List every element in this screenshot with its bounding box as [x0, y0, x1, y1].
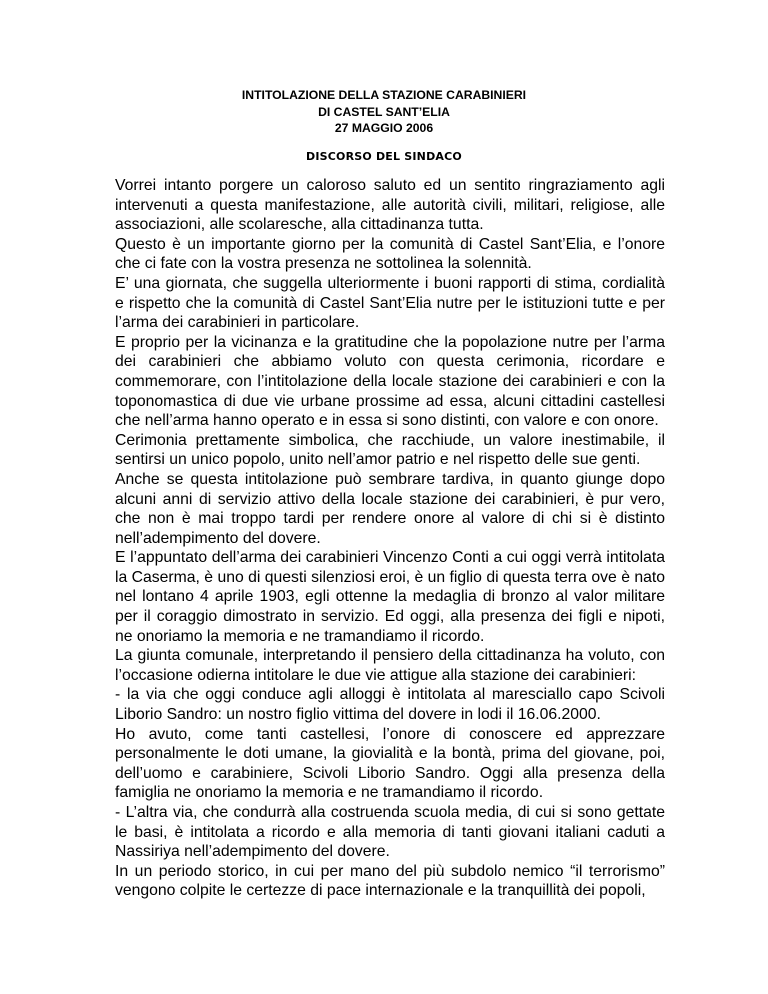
document-body	[115, 176, 665, 901]
paragraph: In un periodo storico, in cui per mano del più subdolo nemico “il terrorismo” vengono colpite le certezze di pace internazionale e la tranquillità dei popoli,	[115, 862, 665, 900]
header-title: INTITOLAZIONE DELLA STAZIONE CARABINIERI	[241, 88, 527, 102]
paragraph: E proprio per la vicinanza e la gratitudine che la popolazione nutre per l’arma dei carabinieri che abbiamo voluto con questa cerimonia, ricordare e commemorare, con l’intitolazione della locale stazione dei carabinieri e con la toponomastica di due vie urbane prossime ad essa, alcuni cittadini castellesi che nell’arma hanno operato e in essa si sono distinti, con valore e con onore.	[115, 333, 665, 430]
paragraph: Questo è un importante giorno per la comunità di Castel Sant’Elia, e l’onore che ci fate con la vostra presenza ne sottolinea la solennità.	[115, 235, 665, 273]
paragraph: - L’altra via, che condurrà alla costruenda scuola media, di cui si sono gettate le basi, è intitolata a ricordo e alla memoria di tanti giovani italiani caduti a Nassiriya nell’adempimento del dovere.	[115, 804, 665, 861]
paragraph: Ho avuto, come tanti castellesi, l’onore di conoscere ed apprezzare personalmente le doti umane, la giovialità e la bontà, prima del giovane, poi, dell’uomo e carabiniere, Scivoli Liborio Sandro. Oggi alla presenza della famiglia ne onoriamo la memoria e ne tramandiamo il ricordo.	[115, 725, 665, 802]
header-date: 27 MAGGIO 2006	[334, 121, 434, 135]
header-location: DI CASTEL SANT’ELIA	[318, 104, 450, 119]
document-header	[0, 87, 768, 137]
document-subtitle: DISCORSO DEL SINDACO	[306, 150, 462, 163]
paragraph: E l’appuntato dell’arma dei carabinieri Vincenzo Conti a cui oggi verrà intitolata la Caserma, è uno di questi silenziosi eroi, è un figlio di questa terra ove è nato nel lontano 4 aprile 1903, egli ottenne la medaglia di bronzo al valor militare per il coraggio dimostrato in servizio. Ed oggi, alla presenza dei figli e nipoti, ne onoriamo la memoria e ne tramandiamo il ricordo.	[115, 549, 665, 645]
paragraph: E’ una giornata, che suggella ulteriormente i buoni rapporti di stima, cordialità e rispetto che la comunità di Castel Sant’Elia nutre per le istituzioni tutte e per l’arma dei carabinieri in particolare.	[115, 274, 665, 332]
paragraph: - la via che oggi conduce agli alloggi è intitolata al maresciallo capo Scivoli Liborio Sandro: un nostro figlio vittima del dovere in lodi il 16.06.2000.	[115, 686, 665, 724]
paragraph: Cerimonia prettamente simbolica, che racchiude, un valore inestimabile, il sentirsi un unico popolo, unito nell’amor patrio e nel rispetto delle sue genti.	[115, 431, 665, 469]
paragraph: La giunta comunale, interpretando il pensiero della cittadinanza ha voluto, con l’occasione odierna intitolare le due vie attigue alla stazione dei carabinieri:	[115, 647, 665, 684]
paragraph: Anche se questa intitolazione può sembrare tardiva, in quanto giunge dopo alcuni anni di servizio attivo della locale stazione dei carabinieri, è pur vero, che non è mai troppo tardi per rendere onore al valore di chi si è distinto nell’adempimento del dovere.	[115, 470, 665, 547]
paragraph: Vorrei intanto porgere un caloroso saluto ed un sentito ringraziamento agli intervenuti a questa manifestazione, alle autorità civili, militari, religiose, alle associazioni, alle scolaresche, alla cittadinanza tutta.	[115, 177, 665, 234]
